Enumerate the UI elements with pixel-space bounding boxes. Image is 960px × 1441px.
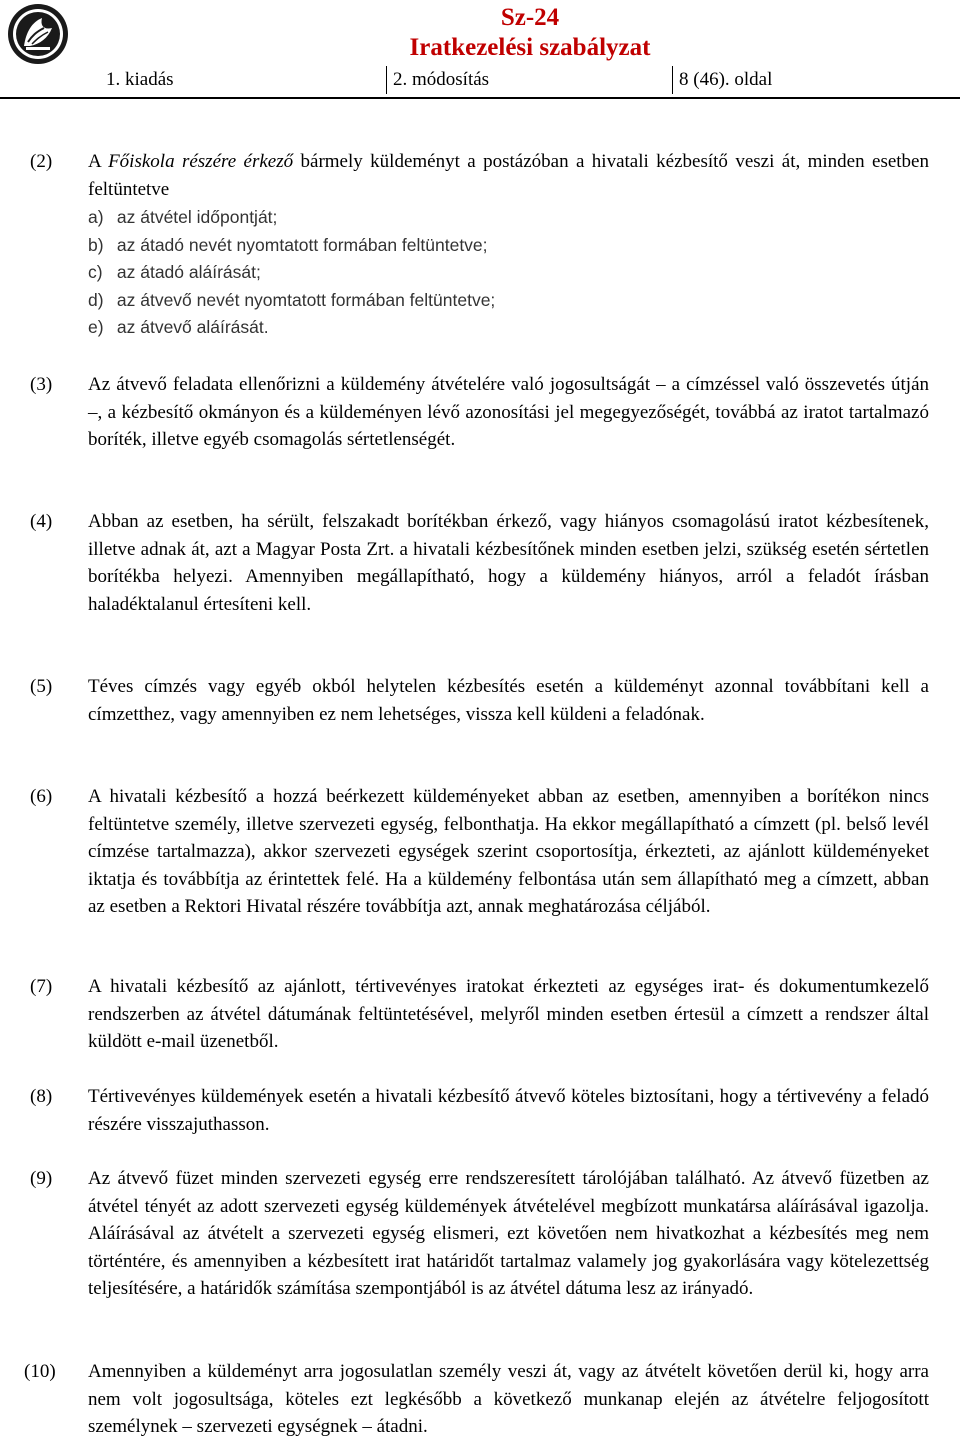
paragraph-text: Tértivevényes küldemények esetén a hivatali kézbesítő átvevő köteles biztosítani, hogy a tértivevény a feladó részére visszajuthasson. — [88, 1086, 929, 1135]
paragraph-text: Abban az esetben, ha sérült, felszakadt borítékban érkező, vagy hiányos csomagolású iratot kézbesítenek, illetve adnak át, azt a Magyar Posta Zrt. a hivatali kézbesítőnek minden esetben jelzi, szükség esetén sértetlen borítékba helyezi. Amennyiben megállapítható, hogy a küldemény hiányos, arról a feladót írásban haladéktalanul értesíteni kell. — [88, 511, 929, 615]
paragraph-text: A hivatali kézbesítő az ajánlott, tértivevényes iratokat érkezteti az egységes irat- és dokumentumkezelő rendszerben az átvétel dátumának feltüntetésével, melyről minden esetben értesül a címzett a rendszer által küldött e-mail üzenetből. — [88, 976, 929, 1052]
paragraph-text: Amennyiben a küldeményt arra jogosulatlan személy veszi át, vagy az átvételt követően derül ki, hogy arra nem volt jogosultsága, köteles ezt legkésőbb a következő munkanap elején az átvételre feljogosított személynek – szervezeti egységnek – átadni. — [88, 1361, 929, 1437]
paragraph-number: (6) — [30, 786, 53, 807]
page-number: 8 (46). oldal — [672, 66, 960, 94]
list-item: b) az átadó nevét nyomtatott formában feltüntetve; — [88, 234, 488, 255]
modification-label: 2. módosítás — [386, 66, 672, 94]
enumerated-list — [88, 204, 929, 342]
list-item: a) az átvétel időpontját; — [88, 207, 278, 227]
intro-text: A — [88, 151, 109, 172]
list-item: e) az átvevő aláírását. — [88, 317, 269, 337]
edition-label: 1. kiadás — [106, 69, 174, 90]
document-title: Iratkezelési szabályzat — [409, 34, 651, 61]
intro-emphasis: Főiskola részére érkező — [108, 151, 294, 172]
page-header — [0, 0, 960, 100]
intro-text-cont: bármely küldeményt a postázóban a hivatali kézbesítő veszi át, minden esetben feltüntetve — [88, 151, 929, 200]
header-divider — [0, 97, 960, 99]
paragraph-text: A hivatali kézbesítő a hozzá beérkezett küldeményeket abban az esetben, amennyiben a borítékon nincs feltüntetve személy, illetve szervezeti egység, felbonthatja. Ha ekkor megállapítható a címzett (pl. belső levél címzése tartalmazza), akkor szervezeti egységek szerint csoportosítja, érkezteti, az ajánlott küldeményeket iktatja és továbbítja az érintettek felé. Ha a küldemény felbontása után sem állapítható meg a címzett, abban az esetben a Rektori Hivatal részére továbbítja azt, annak meghatározása céljából. — [88, 786, 929, 917]
paragraph-text: Téves címzés vagy egyéb okból helytelen kézbesítés esetén a küldeményt azonnal továbbítani kell a címzetthez, vagy amennyiben ez nem lehetséges, vissza kell küldeni a feladónak. — [88, 676, 929, 725]
paragraph-number: (3) — [30, 374, 53, 395]
paragraph-number: (8) — [30, 1086, 53, 1107]
header-info-row — [100, 66, 960, 94]
paragraph-number: (4) — [30, 511, 53, 532]
institution-seal-icon — [6, 2, 70, 66]
list-item: d) az átvevő nevét nyomtatott formában feltüntetve; — [88, 289, 496, 310]
paragraph-number: (2) — [30, 151, 53, 172]
paragraph-number: (10) — [24, 1361, 56, 1382]
list-item: c) az átadó aláírását; — [88, 262, 261, 282]
paragraph-text — [88, 148, 929, 203]
paragraph-number: (9) — [30, 1168, 53, 1189]
document-code: Sz-24 — [500, 4, 560, 31]
paragraph-text: Az átvevő feladata ellenőrizni a küldemény átvételére való jogosultságát – a címzéssel való összevetés útján –, a kézbesítő okmányon és a küldeményen lévő azonosítási jel megegyezőségét, továbbá az iratot tartalmazó boríték, illetve egyéb csomagolás sértetlenségét. — [88, 374, 929, 450]
paragraph-number: (7) — [30, 976, 53, 997]
paragraph-text: Az átvevő füzet minden szervezeti egység erre rendszeresített tárolójában található. Az átvevő füzetben az átvétel tényét az adott szervezeti egység küldemények átvételével megbízott munkatársa aláírásával igazolja. Aláírásával az átvételt a szervezeti egység elismeri, ezt követően nem hivatkozhat a kézbesítés meg nem történtére, és amennyiben a kézbesített irat határidőt tartalmaz valamely jog gyakorlására vagy kötelezettség teljesítésére, a határidők számítása szempontjából is az átvétel dátuma lesz az irányadó. — [88, 1168, 929, 1299]
paragraph-number: (5) — [30, 676, 53, 697]
